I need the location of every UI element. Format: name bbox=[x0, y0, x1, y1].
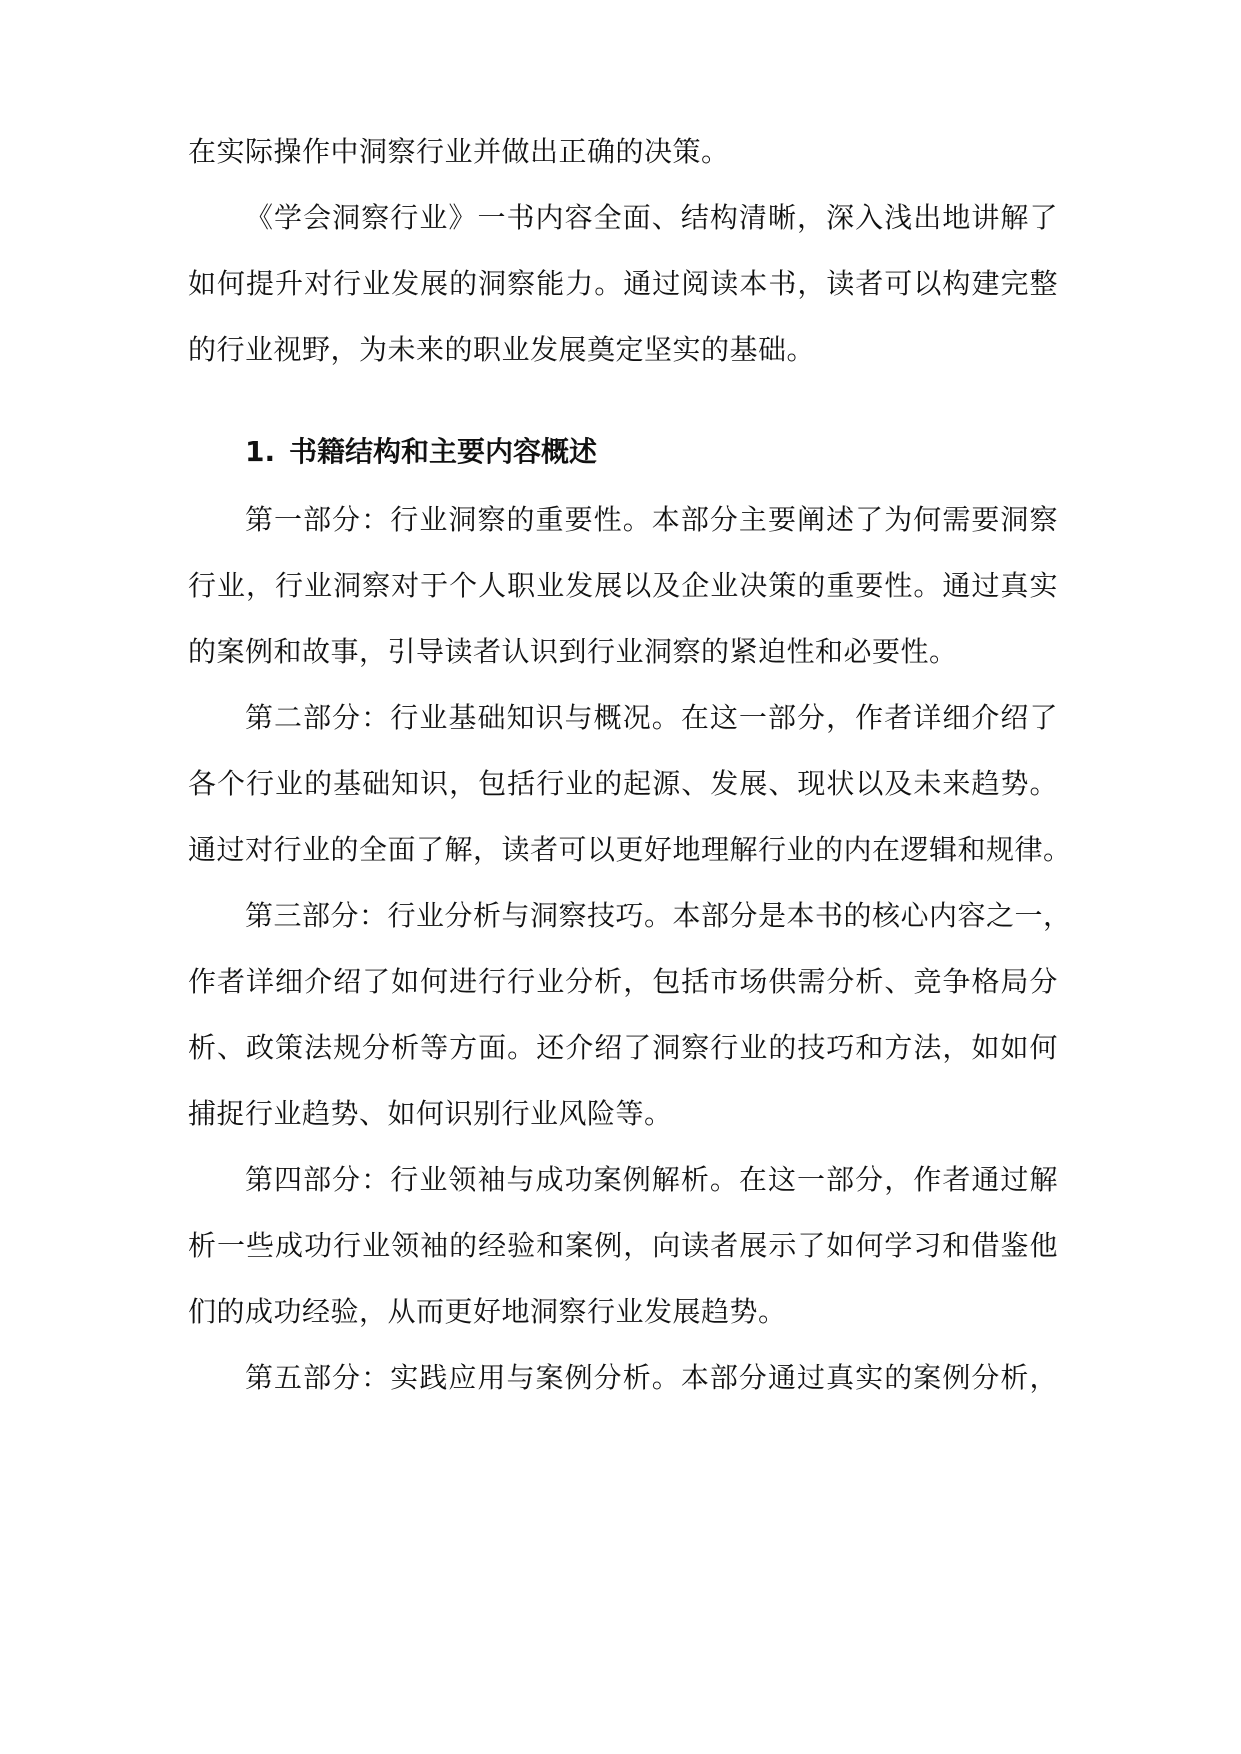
paragraph-line: 通过对行业的全面了解，读者可以更好地理解行业的内在逻辑和规律。 bbox=[188, 833, 1072, 866]
paragraph-line: 捕捉行业趋势、如何识别行业风险等。 bbox=[188, 1097, 673, 1130]
paragraph-line: 析、政策法规分析等方面。还介绍了洞察行业的技巧和方法，如如何 bbox=[188, 1031, 1058, 1064]
paragraph-line: 们的成功经验，从而更好地洞察行业发展趋势。 bbox=[188, 1295, 787, 1328]
section-heading bbox=[245, 432, 945, 472]
paragraph-line: 第四部分：行业领袖与成功案例解析。在这一部分，作者通过解 bbox=[245, 1163, 1058, 1196]
paragraph-line: 在实际操作中洞察行业并做出正确的决策。 bbox=[188, 135, 730, 168]
paragraph-line: 的案例和故事，引导读者认识到行业洞察的紧迫性和必要性。 bbox=[188, 635, 958, 668]
paragraph-line: 行业，行业洞察对于个人职业发展以及企业决策的重要性。通过真实 bbox=[188, 569, 1058, 602]
section-title: 书籍结构和主要内容概述 bbox=[289, 435, 598, 468]
paragraph-line: 《学会洞察行业》一书内容全面、结构清晰，深入浅出地讲解了 bbox=[245, 201, 1058, 234]
paragraph-line: 析一些成功行业领袖的经验和案例，向读者展示了如何学习和借鉴他 bbox=[188, 1229, 1058, 1262]
paragraph-line: 各个行业的基础知识，包括行业的起源、发展、现状以及未来趋势。 bbox=[188, 767, 1058, 800]
paragraph-line: 作者详细介绍了如何进行行业分析，包括市场供需分析、竞争格局分 bbox=[188, 965, 1058, 998]
section-number: 1. bbox=[245, 435, 276, 468]
paragraph-line: 第一部分：行业洞察的重要性。本部分主要阐述了为何需要洞察 bbox=[245, 503, 1058, 536]
paragraph-line: 如何提升对行业发展的洞察能力。通过阅读本书，读者可以构建完整 bbox=[188, 267, 1058, 300]
paragraph-line: 第二部分：行业基础知识与概况。在这一部分，作者详细介绍了 bbox=[245, 701, 1058, 734]
paragraph-line: 第三部分：行业分析与洞察技巧。本部分是本书的核心内容之一， bbox=[245, 899, 1072, 932]
paragraph-line: 第五部分：实践应用与案例分析。本部分通过真实的案例分析， bbox=[245, 1361, 1058, 1394]
paragraph-line: 的行业视野，为未来的职业发展奠定坚实的基础。 bbox=[188, 333, 816, 366]
